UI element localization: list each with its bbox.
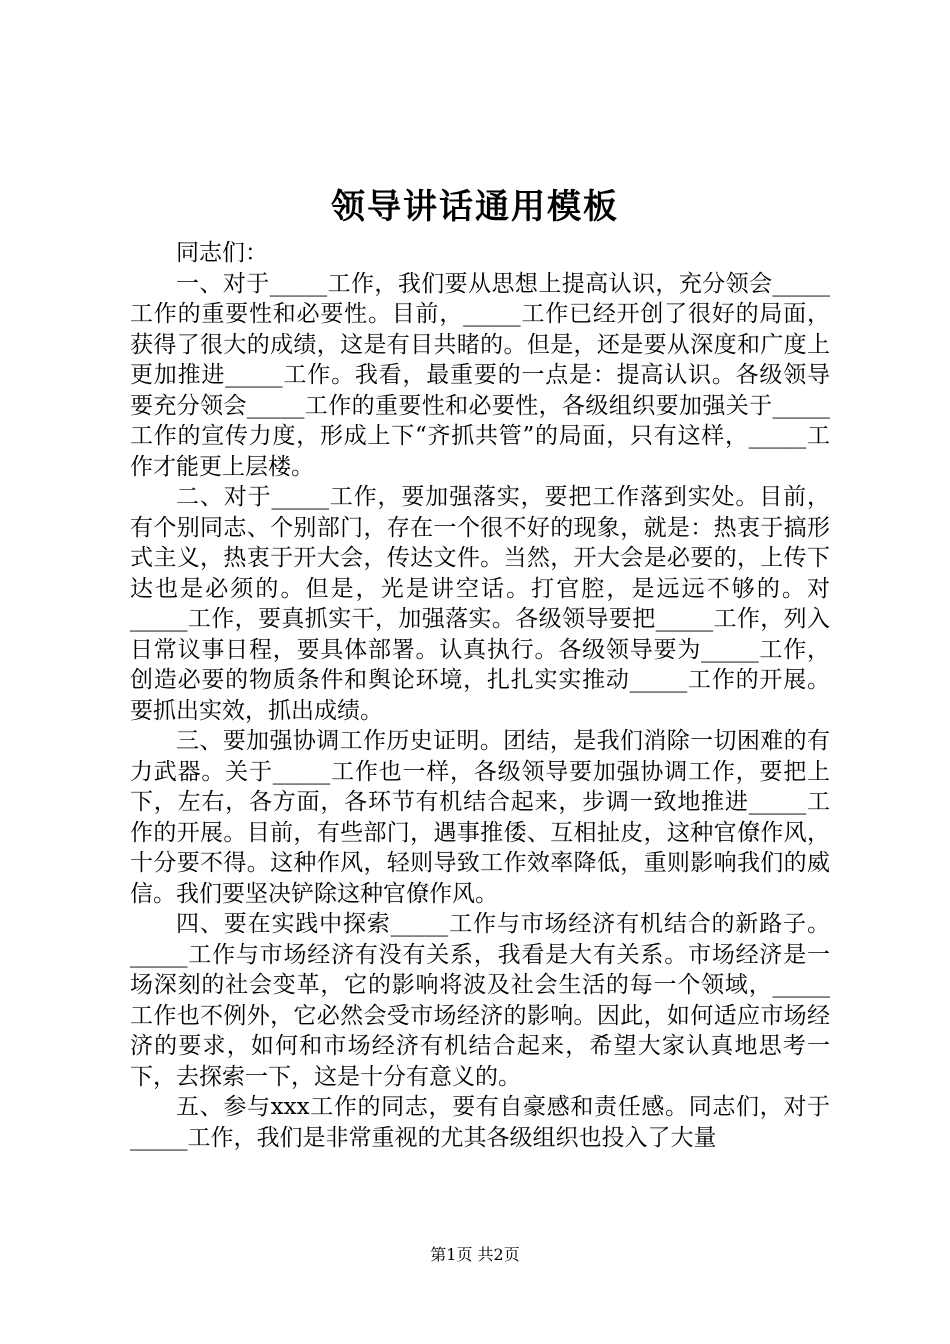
document-body (130, 238, 830, 1153)
page-number-footer: 第1页 共2页 (430, 1245, 520, 1264)
paragraph-3: 三、要加强协调工作历史证明。团结，是我们消除一切困难的有力武器。关于_____工作也一样，各级领导要加强协调工作，要把上下，左右，各方面，各环节有机结合起来，步调一致地推进_____工作的开展。目前，有些部门，遇事推倭、互相扯皮，这种官僚作风，十分要不得。这种作风，轻则导致工作效率降低，重则影响我们的威信。我们要坚决铲除这种官僚作风。 (130, 728, 830, 907)
paragraph-4: 四、要在实践中探索_____工作与市场经济有机结合的新路子。_____工作与市场经济有没有关系，我看是大有关系。市场经济是一场深刻的社会变革，它的影响将波及社会生活的每一个领域，_____工作也不例外，它必然会受市场经济的影响。因此，如何适应市场经济的要求，如何和市场经济有机结合起来，希望大家认真地思考一下，去探索一下，这是十分有意义的。 (130, 911, 830, 1090)
paragraph-5: 五、参与xxx工作的同志，要有自豪感和责任感。同志们，对于_____工作，我们是非常重视的尤其各级组织也投入了大量 (130, 1094, 830, 1151)
document-title: 领导讲话通用模板 (331, 187, 619, 227)
greeting: 同志们： (176, 240, 268, 266)
paragraph-1: 一、对于_____工作，我们要从思想上提高认识，充分领会_____工作的重要性和必要性。目前，_____工作已经开创了很好的局面，获得了很大的成绩，这是有目共睹的。但是，还是要从深度和广度上更加推进_____工作。我看，最重要的一点是：提高认识。各级领导要充分领会_____工作的重要性和必要性，各级组织要加强关于_____工作的宣传力度，形成上下“齐抓共管”的局面，只有这样，_____工作才能更上层楼。 (130, 270, 830, 480)
paragraph-2: 二、对于_____工作，要加强落实，要把工作落到实处。目前，有个别同志、个别部门，存在一个很不好的现象，就是：热衷于搞形式主义，热衷于开大会，传达文件。当然，开大会是必要的，上传下达也是必须的。但是，光是讲空话。打官腔，是远远不够的。对_____工作，要真抓实干，加强落实。各级领导要把_____工作，列入日常议事日程，要具体部署。认真执行。各级领导要为_____工作，创造必要的物质条件和舆论环境，扎扎实实推动_____工作的开展。要抓出实效，抓出成绩。 (130, 484, 830, 724)
